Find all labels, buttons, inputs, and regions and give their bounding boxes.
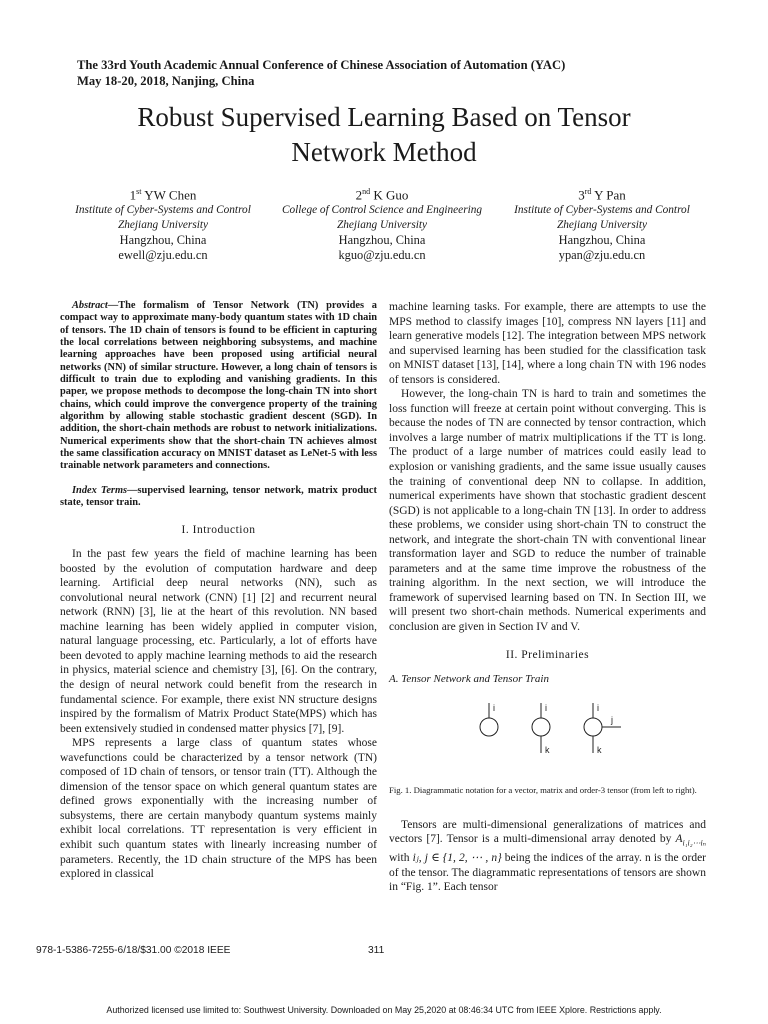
author-email[interactable]: ypan@zju.edu.cn [558, 248, 646, 263]
title-line-1: Robust Supervised Learning Based on Tensor [137, 102, 631, 132]
author-university: Zhejiang University [556, 218, 648, 231]
author-affiliation: Institute of Cyber-Systems and Control [75, 203, 251, 216]
figure-label: i [597, 702, 599, 713]
author-city: Hangzhou, China [558, 232, 646, 247]
section-heading-introduction: I. Introduction [181, 523, 256, 536]
title-line-2: Network Method [291, 137, 477, 167]
left-column [60, 300, 377, 882]
author-email[interactable]: ewell@zju.edu.cn [118, 248, 208, 263]
figure-label: k [545, 744, 550, 755]
figure-1-caption: Fig. 1. Diagrammatic notation for a vector, matrix and order-3 tensor (from left to right). [389, 784, 697, 795]
figure-label: j [611, 714, 613, 725]
paper-title [0, 100, 768, 170]
intro-paragraph-2: MPS represents a large class of quantum states whose wavefunctions could be characterized by a tensor network (TN) composed of 1D chain of tensors, or tensor train (TT). Although the dimension of the tensor space on which general quantum states are defined grows exponentially with the increasing number of subsystems, there are certain manybody quantum systems mainly exhibit local correlations. TT representation is very efficient in exhibit such quantum states with linearly increasing number of parameters. Recently, the 1D chain structure of the MPS has been explored in classical [60, 737, 377, 881]
intro-paragraph-1: In the past few years the field of machine learning has been boosted by the evolution of computation hardware and deep learning. Artificial deep neural networks (NN), such as convolutional neural network (CNN) [1] [2] and recurrent neural network (RNN) [3], lie at the heart of this revolution. NN based machine learning has been widely applied in computer vision, natural language processing, etc. Particularly, a lot of efforts have been devoted to apply machine learning methods to aid the research in physics, material science and chemistry [3], [6]. On the contrary, the design of neural network could benefit from the research in fundamental science. For example, there exist NN structure designs inspired by the formalism of Matrix Product State(MPS) which has been extensively studied in condensed matter physics [7], [9]. [60, 548, 377, 735]
figure-1 [389, 693, 706, 779]
author-city: Hangzhou, China [119, 232, 207, 247]
abstract-label: Abstract [72, 300, 108, 311]
tensor3-node [584, 718, 602, 736]
subsection-heading: A. Tensor Network and Tensor Train [389, 673, 549, 686]
author-university: Zhejiang University [336, 218, 428, 231]
tensor-symbol: A [675, 833, 683, 846]
section-heading-preliminaries: II. Preliminaries [505, 648, 590, 661]
index-terms-label: Index Terms [72, 484, 128, 496]
index-terms [60, 485, 377, 510]
preliminaries-paragraph-1: Tensors are multi-dimensional generalizations of matrices and vectors [7]. Tensor is a multi-dimensional array denoted by $A_{i_1i_2\cdots i_n}$ with iⱼ, j ∈ {1, 2, ⋯ , n} being the indices of the array. n is the order of the tensor. The diagrammatic representations of tensors are shown in “Fig. 1”. Each tensor [389, 818, 707, 894]
author-affiliation: Institute of Cyber-Systems and Control [514, 203, 690, 216]
right-column [389, 300, 706, 895]
author-name: 1st YW Chen [129, 187, 197, 203]
conference-date-location: May 18-20, 2018, Nanjing, China [77, 73, 255, 88]
right-paragraph-2: However, the long-chain TN is hard to train and sometimes the loss function will freeze at certain point without converging. This is because the nodes of TN are connected by tensor contraction, which involves a large number of matrix multiplications if the TT is long. The product of a large number of matrices could easily lead to explosion or vanishing gradients, and the same issue usually causes the training of conventional deep NN to collapse. In addition, numerical experiments have shown that stochastic gradient descent (SGD) is not applicable to a long-chain TN [13]. In order to address these problems, we consider using short-chain TN to construct the network, and integrate the short-chain TN with conventional linear transformation layer and SGD to reduce the number of trainable parameters and at the same time improve the robustness of the training algorithm. In the next section, we will introduce the framework of supervised learning based on TN. In Section III, we will present two short-chain methods. Numerical experiments and conclusion are given in Section IV and V. [389, 388, 706, 634]
abstract [60, 300, 377, 473]
footer-isbn: 978-1-5386-7255-6/18/$31.00 ©2018 IEEE [36, 945, 231, 956]
author-name: 2nd K Guo [355, 187, 409, 203]
figure-label: i [545, 702, 547, 713]
author-block-1 [58, 184, 268, 263]
author-block-3 [497, 184, 707, 263]
author-university: Zhejiang University [117, 218, 209, 231]
figure-label: i [493, 702, 495, 713]
right-paragraph-1: machine learning tasks. For example, there are attempts to use the MPS method to classify images [10], compress NN layers [11] and learn generative models [12]. The integration between MPS network and supervised learning has been studied for the classification task on MNIST dataset [13], [14], where a long chain TN with 196 nodes of tensors is considered. [389, 301, 706, 386]
figure-label: k [597, 744, 602, 755]
author-name: 3rd Y Pan [578, 187, 626, 203]
matrix-node [532, 718, 550, 736]
abstract-text: —The formalism of Tensor Network (TN) provides a compact way to approximate many-body quantum states with 1D chain of tensors. The 1D chain of tensors is found to be efficient in capturing the local correlations between neighboring subsystems, and machine learning approaches have been proposed using artificial neural networks (NN) of similar structure. However, a long chain of tensors is difficult to train due to exploding and vanishing gradients. In this paper, we propose methods to decompose the long-chain TN into short chains, which could improve the convergence property of the training algorithm by allowing stable stochastic gradient descent (SGD). In addition, the short-chain methods are robust to network initializations. Numerical experiments show that the short-chain TN achieves almost the same classification accuracy on MNIST dataset as LeNet-5 with less trainable network parameters and connections. [60, 300, 377, 472]
index-terms-text: —supervised learning, tensor network, matrix product state, tensor train. [60, 484, 377, 509]
license-notice: Authorized licensed use limited to: Southwest University. Downloaded on May 25,2020 at 08:46:34 UTC from IEEE Xplore. Restrictions apply. [106, 1005, 662, 1015]
page-number: 311 [368, 945, 385, 956]
author-affiliation: College of Control Science and Engineering [281, 203, 483, 216]
author-block-2 [269, 184, 495, 263]
conference-header [77, 58, 565, 89]
conference-name: The 33rd Youth Academic Annual Conference of Chinese Association of Automation (YAC) [77, 58, 566, 72]
vector-node [480, 718, 498, 736]
index-set: iⱼ, j ∈ {1, 2, ⋯ , n} [412, 852, 502, 865]
author-email[interactable]: kguo@zju.edu.cn [338, 248, 426, 263]
author-city: Hangzhou, China [338, 232, 426, 247]
tensor-diagram [459, 703, 629, 765]
